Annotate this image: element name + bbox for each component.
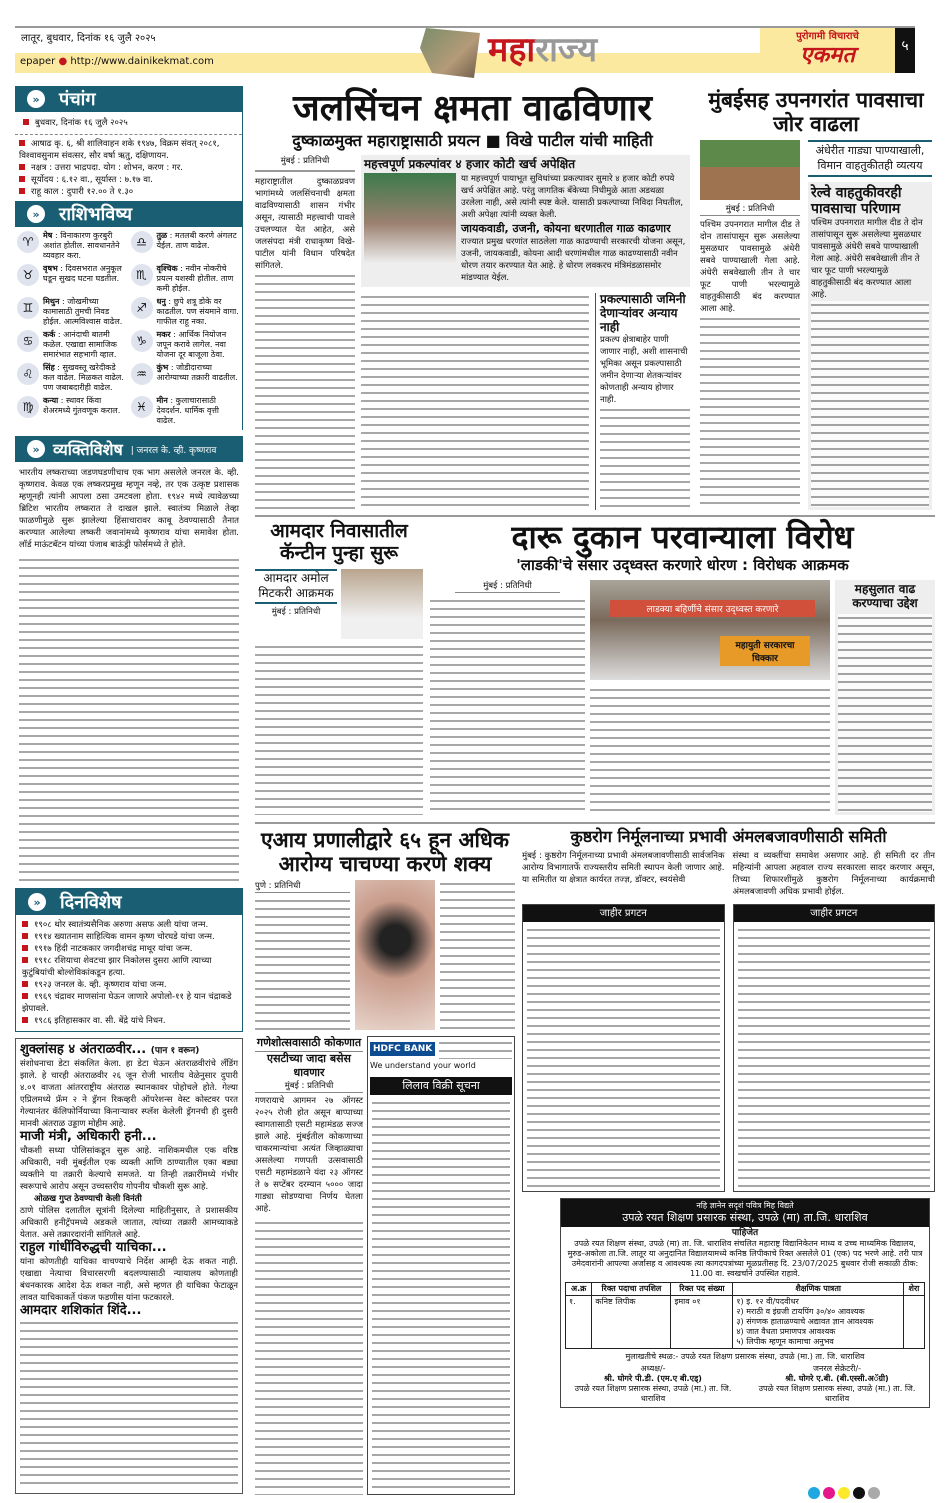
continued-p2: चौकशी सध्या पोलिसांकडून सुरू आहे. नाशिकमधील एक वरिष्ठ अधिकारी, नवी मुंबईतील एक व्यक्ती आणि ठाण्यातील एका बड्या व्यक्तीने या तक्रारी केल्याचे समजते. या तिन्ही तक्रारींमध्ये गंभीर स्वरूपाचे आरोप असून उच्चस्तरीय गोपनीय चौकशी सुरू आहे. (20, 1145, 238, 1192)
text-filler (430, 597, 585, 815)
placard-text: महायुती सरकारचा धिक्कार (720, 636, 810, 666)
lead-subhead: दुष्काळमुक्त महाराष्ट्रासाठी प्रयत्न ■ विखे पाटील यांची माहिती (292, 131, 653, 151)
liquor-box-heading: महसुलात वाढ करण्याचा उद्देश (852, 581, 918, 610)
chevron-down-icon: » (27, 90, 45, 108)
chevron-down-icon: » (27, 205, 45, 223)
dinvishesh-title: दिनविशेष (60, 892, 122, 913)
rashi-item: ♉ वृषभ : दिवसभरात अनुकूल घडून सुखद घटना घडतील. (17, 264, 127, 294)
text-filler (20, 1319, 238, 1489)
divider (255, 515, 935, 517)
sign-name: कन्या (43, 396, 59, 405)
col-header: शेरा (903, 1283, 924, 1296)
rain-box-text: पश्चिम उपनगरात मागील दीड ते दोन तासांपासून सुरू असलेल्या मुसळधार पावसामुळे अंधेरी सबवे पाण्याखाली गेला आहे. अंधेरी सबवेखाली तीन ते चार फूट पाणी भरल्यामुळे वाहतुकीसाठी बंद करण्यात आला आहे. (811, 218, 923, 301)
panchang-section (15, 86, 243, 430)
rain-col1 (700, 140, 800, 510)
dinvishesh-item (22, 991, 236, 1015)
event: थोर स्वातंत्र्यसैनिक अरुणा असफ अली यांचा जन्म. (54, 920, 209, 930)
rashi-item: ♋ कर्क : आनंदाची बातमी कळेल. एखाद्या सामाजिक समारंभात सहभागी व्हाल. (17, 330, 127, 360)
leprosy-text-2: संस्था व व्यक्तींचा समावेश असणार आहे. ही समिती दर तीन महिन्यांनी आपला अहवाल राज्य सरकारला सादर करणार असून, तिच्या शिफारशींमुळे कुष्ठरोग निर्मूलनाच्या कार्यक्रमाची अंमलबजावणी अधिक प्रभावी होईल. (732, 851, 935, 898)
text-filler (811, 301, 929, 507)
year: १९२३ (34, 980, 52, 990)
event: रशियाचा शेवटचा झार निकोलस दुसरा आणि त्याच्या कुटुंबियांची बोल्शेविकांकडून हत्या. (22, 956, 212, 978)
dateline: मुंबई : प्रतिनिधी (271, 606, 321, 617)
col-header: अ.क्र (566, 1283, 592, 1296)
dinvishesh-header (16, 889, 242, 915)
sign-name: कुंभ (156, 363, 169, 372)
sign-name: वृश्चिक (156, 264, 178, 273)
year: १९८६ (34, 1016, 52, 1026)
dinvishesh-item (22, 919, 236, 931)
side-text: प्रकल्प क्षेत्राबाहेर पाणी जाणार नाही, अशी शासनाची भूमिका असून प्रकल्पासाठी जमीन देणाऱ्या शेतकऱ्यांवर कोणताही अन्याय होणार नाही. (600, 335, 688, 406)
sign-text: मतलबी करणे अंगलट येईल. ताण वाढेल. (156, 231, 237, 250)
rashi-item: ♈ मेष : विनाकारण कुरबुरी अशांत होतील. सावधानतेने व्यवहार करा. (17, 231, 127, 261)
lead-col1 (255, 155, 355, 510)
table-row (566, 1296, 925, 1349)
vyakti-text: भारतीय लष्कराच्या जडणघडणीचाच एक भाग असलेले जनरल के. व्ही. कृष्णराव. केवळ एक लष्करप्रमुख म्हणून नव्हे, तर एक उत्कृष्ट प्रशासक म्हणूनही त्यांनी आपला ठसा उमटवला होता. १९४२ मध्ये त्यावेळच्या ब्रिटिश भारतीय लष्करात ते दाखल झाले. स्वातंत्र्य मिळाले तेव्हा फाळणीमुळे सुरू झालेल्या हिंसाचारावर काबू ठेवण्यासाठी तैनात करण्यात आलेल्या लष्करी जवानांमध्ये कृष्णराव यांचा समावेश होता. लॉर्ड माऊंटबॅटन यांच्या पंजाब बाऊंड्री फोर्समध्ये ते होते. (19, 468, 239, 550)
section-title (488, 30, 597, 70)
col-header: रिक्त पद संख्या (671, 1283, 733, 1296)
sign-name: धनु (156, 297, 166, 306)
rashi-item: ♊ मिथुन : जोखमीच्या कामासाठी तुमची निवड होईल. आत्मविश्वास वाढेल. (17, 297, 127, 327)
st-text: गणरायाचे आगमन २७ ऑगस्ट २०२५ रोजी होत असून बाप्पाच्या स्वागतासाठी एसटी महामंडळ सज्ज झाले आहे. मुंबईतील कोकणाच्या चाकरमान्यांचा अत्यंत जिव्हाळ्याचा असलेल्या गणपती उत्सवासाठी एसटी महामंडळाने यंदा २३ ऑगस्ट ते ७ सप्टेंबर दरम्यान ५००० जादा गाड्या सोडण्याचा निर्णय घेतला आहे. (255, 1096, 363, 1215)
year: १९१७ (34, 944, 52, 954)
continued-box (15, 1038, 243, 1494)
zodiac-icon: ♒ (131, 363, 153, 385)
text-filler (838, 614, 932, 812)
dinvishesh-item (22, 1015, 236, 1027)
rashi-item: ♌ सिंह : सुखवस्तू खरेदीकडे कल वाढेल. मिळकत वाढेल. पण जबाबदारीही वाढेल. (17, 363, 127, 393)
year: १९६९ (34, 992, 52, 1002)
text-filler (590, 686, 830, 815)
sign-text: नवीन नोकरीचे प्रयत्न यशस्वी होतील. ताण कमी होईल. (156, 264, 234, 293)
sign-name: मीन (156, 396, 168, 405)
dinvishesh-item (22, 931, 236, 943)
liquor-box (835, 580, 935, 815)
section-rajya: राज्य (535, 30, 598, 70)
notice-title: जाहीर प्रगटन (523, 905, 724, 922)
protest-photo (590, 580, 830, 680)
text-filler (600, 406, 690, 510)
col-header: रिक्त पदाचा तपशिल (592, 1283, 671, 1296)
rashi-item: ♑ मकर : आर्थिक नियोजन जपून करावे लागेल. नवा योजना दूर बाजूला ठेवा. (131, 330, 241, 360)
page-ref: (पान १ वरून) (150, 1046, 200, 1056)
zodiac-icon: ♍ (17, 396, 39, 418)
ai-headline: एआय प्रणालीद्वारे ६५ हून अधिक आरोग्य चाचण्या करणे शक्य (260, 828, 510, 877)
rain-box (808, 182, 932, 510)
rashi-item: ♓ मीन : कुलाचारासाठी देवदर्शन. धार्मिक वृत्ती वाढेल. (131, 396, 241, 426)
continued-p1: संशोधनाचा डेटा संकलित केला. हा डेटा घेऊन अंतराळवीरांचे लँडिंग झाले. हे चारही अंतराळवीर २६ जून रोजी भारतीय वेळेनुसार दुपारी ४.०१ वाजता आंतरराष्ट्रीय अंतराळ स्थानकावर पोहोचले होते. गेल्या एप्रिलमध्ये फ्रॅम २ ने ड्रॅगन रिकव्हरी ऑपरेशन्स वेस्ट कोस्टवर परत गेल्यानंतर कॅलिफोर्नियाच्या किनाऱ्यावर स्प्लॅश केलेली ड्रॅगनची ही दुसरी मानवी अंतराळ उड्डाण मोहीम आहे. (20, 1058, 238, 1129)
sign-name: कर्क (43, 330, 56, 339)
liquor-story (430, 519, 935, 815)
zodiac-icon: ♓ (131, 396, 153, 418)
panchang-date: बुधवार, दिनांक १६ जुलै २०२५ (15, 112, 242, 135)
canteen-story (255, 521, 423, 815)
panchang-item: सूर्योदय : ६.१२ वा., सूर्यास्त : ७.१७ वा. (19, 174, 238, 186)
text-filler (361, 293, 589, 510)
dateline: मुंबई : प्रतिनिधी (455, 580, 560, 593)
hdfc-slogan: We understand your world (370, 1061, 476, 1071)
notice-title: लिलाव विक्री सूचना (370, 1077, 512, 1095)
side-heading: प्रकल्पासाठी जमिनी देणाऱ्यांवर अन्याय नाही (600, 292, 686, 334)
text-filler (700, 315, 800, 510)
rain-headline: मुंबईसह उपनगरांत पावसाचा जोर वाढला (708, 88, 924, 137)
section-maha: महा (488, 30, 536, 70)
event: जनरल के. व्ही. कृष्णराव यांचा जन्म. (54, 980, 167, 990)
canteen-headline: आमदार निवासातील कॅन्टीन पुन्हा सुरू (270, 520, 408, 564)
panchang-item: आषाढ कृ. ६, श्री शालिवाहन शके १९४७, विक्रम संवत् २०८१, विश्वावसुनाम संवत्सर, सौर वर्षा ऋतु, दक्षिणायन. (19, 138, 238, 162)
zodiac-icon: ♋ (17, 330, 39, 352)
divider (255, 822, 935, 824)
sign-text: आर्थिक नियोजन जपून करावे लागेल. नवा योजना दूर बाजूला ठेवा. (156, 330, 227, 359)
continued-p3: यांना कोणतीही याचिका वाचण्याचे निर्देश आम्ही देऊ शकत नाही. एखाद्या नेत्याचा विचारसरणी बदलण्यासाठी न्यायालय कोणताही बंधनकारक आदेश देऊ शकत नाही, असे म्हणत ही याचिका फेटाळून लावत याचिकाकर्ते पंकज फडणीस यांना फटकारले. (20, 1256, 238, 1303)
dateline: मुंबई : प्रतिनिधी (255, 1080, 363, 1093)
event: ख्यातनाम साहित्यिक वामन कृष्ण चोरघडे यांचा जन्म. (54, 932, 215, 942)
subhead-2: विखे पाटील यांची माहिती (506, 131, 653, 151)
zodiac-icon: ♐ (131, 297, 153, 319)
box-heading-2: जायकवाडी, उजनी, कोयना धरणातील गाळ काढणार (461, 222, 671, 236)
sign-text: जोडीदाराच्या आरोग्याच्या तक्रारी वाढतील. (156, 363, 238, 382)
public-notice-2 (733, 904, 936, 1192)
dinvishesh-list (16, 915, 242, 1031)
lead-col2 (361, 155, 690, 510)
color-registration-marks (808, 1484, 883, 1503)
box-heading-1: महत्त्वपूर्ण प्रकल्पांवर ४ हजार कोटी खर्च अपेक्षित (364, 156, 576, 171)
zodiac-icon: ♑ (131, 330, 153, 352)
zodiac-icon: ♊ (17, 297, 39, 319)
text-filler (738, 926, 931, 1187)
left-sidebar (15, 86, 243, 1494)
year: १९१८ (34, 956, 52, 966)
st-kicker: गणेशोत्सवासाठी कोकणात (255, 1036, 363, 1051)
globe-icon: ● (58, 56, 68, 67)
sign-text: जोखमीच्या कामासाठी तुमची निवड होईल. आत्मविश्वास वाढेल. (43, 297, 123, 326)
box-text-2: राज्यात प्रमुख धरणांत साठलेला गाळ काढण्याची सरकारची योजना असून, उजनी, जायकवाडी, कोयना आदी धरणांमधील गाळ काढण्यासाठी नवीन धोरण तयार करण्यात येत आहे. हे धोरण लवकरच मंत्रिमंडळासमोर मांडण्यात येईल. (461, 237, 686, 284)
rain-box-heading: रेल्वे वाहतुकीवरही पावसाचा परिणाम (811, 184, 902, 217)
sign-name: मिथुन (43, 297, 60, 306)
lead-headline: जलसिंचन क्षमता वाढविणार (293, 88, 652, 129)
sign-text: विनाकारण कुरबुरी अशांत होतील. सावधानतेने व्यवहार करा. (43, 231, 120, 260)
year: १९१४ (34, 932, 52, 942)
vyakti-title: व्यक्तिविशेष (53, 440, 123, 459)
chevron-down-icon: » (28, 893, 46, 911)
cell-remark (903, 1296, 924, 1349)
sign-text: छुपे शत्रू डोके वर काढतील. पण संयमाने वागा. गाफील राहू नका. (156, 297, 239, 326)
lead-body (255, 155, 690, 510)
h1-text: शुक्लांसह ४ अंतराळवीर... (20, 1042, 147, 1057)
tagline: पुरोगामी विचाराचे (796, 31, 859, 42)
zodiac-icon: ♏ (131, 264, 153, 286)
epaper-label: epaper (20, 56, 56, 67)
wanted-label: पाहिजेत (731, 1228, 759, 1238)
rain-text: पश्चिम उपनगरात मागील दीड ते दोन तासांपासून सुरू असलेल्या मुसळधार पावसामुळे अंधेरी सबवे पाण्याखाली गेला आहे. अंधेरी सबवेखाली तीन ते चार फूट पाणी भरल्यामुळे वाहतुकीसाठी बंद करण्यात आला आहे. (700, 220, 800, 315)
continued-h4: आमदार शशिकांत शिंदे... (20, 1302, 142, 1318)
canteen-deck: आमदार अमोल मिटकरी आक्रमक (255, 569, 337, 604)
rashi-item: ♒ कुंभ : जोडीदाराच्या आरोग्याच्या तक्रारी वाढतील. (131, 363, 241, 393)
continued-p2b: ठाणे पोलिस दलातील सूत्रांनी दिलेल्या माहितीनुसार, ते प्रशासकीय अधिकारी हनीट्रॅपमध्ये अडकले जातात, त्यांच्या तक्रारी आमच्याकडे येतात. असे तक्रारदारांनी सांगितले आहे. (20, 1205, 238, 1240)
mosquito-photo (355, 880, 435, 1030)
vacancy-table (565, 1282, 925, 1349)
leprosy-headline: कुष्ठरोग निर्मूलनाच्या प्रभावी अंमलबजावणीसाठी समिती (570, 827, 887, 846)
job-advertisement (560, 1198, 930, 1408)
url: http://www.dainikekmat.com (70, 56, 214, 67)
st-story (255, 1036, 363, 1495)
sign-name: सिंह (43, 363, 55, 372)
rashi-item: ♏ वृश्चिक : नवीन नोकरीचे प्रयत्न यशस्वी होतील. ताण कमी होईल. (131, 264, 241, 294)
lead-infobox (361, 155, 690, 287)
dateline: मुंबई : प्रतिनिधी (700, 203, 800, 216)
hdfc-logo: HDFC BANK (370, 1042, 435, 1056)
vyakti-subject: जनरल के. व्ही. कृष्णराव (136, 445, 217, 456)
rain-deck: अंधेरीत गाड्या पाण्याखाली, विमान वाहतुकीतही व्यत्यय (808, 140, 932, 177)
panchang-title: पंचांग (59, 89, 96, 110)
cell-quals: १) इ. १२ वी/पदवीधर २) मराठी व इंग्रजी टायपिंग ३०/४० आवश्यक ३) संगणक हाताळण्याचे अद्यावत ज्ञान आवश्यक ४) जात वैधता प्रमाणपत्र आवश्यक ५) लिपीक म्हणून कामाचा अनुभव (733, 1296, 904, 1349)
sign-text: दिवसभरात अनुकूल घडून सुखद घटना घडतील. (43, 264, 122, 283)
vyakti-section (15, 436, 243, 882)
sign-name: तुळ (156, 231, 168, 240)
cell-count: इमाव ०१ (671, 1296, 733, 1349)
event: इतिहासकार वा. सी. बेंद्रे यांचे निधन. (54, 1016, 166, 1026)
year: १९०८ (34, 920, 52, 930)
bottom-left-block (255, 828, 515, 1495)
sign-name: वृषभ (43, 264, 58, 273)
zodiac-icon: ♌ (17, 363, 39, 385)
continued-h3: राहुल गांधींविरुद्धची याचिका... (20, 1239, 167, 1255)
sign-text: स्थावर किंवा शेअरमध्ये गुंतवणूक कराल. (43, 396, 121, 415)
vyakti-header: » व्यक्तिविशेष | जनरल के. व्ही. कृष्णराव (15, 436, 243, 462)
continued-h1 (20, 1043, 238, 1058)
lead-lower (361, 293, 690, 510)
box-text-1: या महत्त्वपूर्ण पायाभूत सुविधांच्या प्रकल्पावर सुमारे ४ हजार कोटी रुपये खर्च अपेक्षित आहे. परंतु जागतिक बँकेच्या निधीमुळे आता अडथळा उरलेला नाही, असे त्यांनी स्पष्ट केले. यासाठी प्रकल्पाच्या निविदा निघतील, अशी अपेक्षा त्यांनी व्यक्त केली. (461, 174, 684, 221)
minister-photo (364, 173, 456, 273)
rain-col2 (808, 140, 932, 510)
ai-body (255, 880, 515, 1030)
banner-text: लाडक्या बहिणींचे संसार उद्ध्वस्त करणारे (610, 600, 815, 617)
text-filler (255, 643, 423, 815)
public-notice-1 (522, 904, 725, 1192)
motto: नहि ज्ञानेन सदृशं पवित्र मिह विद्यते (696, 1201, 794, 1210)
lead-sidebar (595, 293, 690, 510)
dinvishesh-item (22, 943, 236, 955)
rashi-title: राशिभविष्य (59, 204, 133, 225)
signatories: अध्यक्ष/- श्री. घोगरे पी.डी. (एम.ए बी.एड्) उपळे रयत शिक्षण प्रसारक संस्था, उपळे (मा.) ता. जि. धाराशिव जनरल सेक्रेटरी/- श्री. घोगरे ए.बी. (बी.एस्सी.अॅग्री) उपळे रयत शिक्षण प्रसारक संस्था, उपळे (मा.) ता. जि. धाराशिव (574, 1364, 916, 1403)
zodiac-icon: ♉ (17, 264, 39, 286)
leprosy-text-1: मुंबई : कुष्ठरोग निर्मूलनाच्या प्रभावी अंमलबजावणीसाठी सार्वजनिक आरोग्य विभागातर्फे राज्यस्तरीय समिती स्थापन केली जाणार आहे. या समितीत या क्षेत्रात कार्यरत तज्ज्ञ, डॉक्टर, स्वयंसेवी (522, 851, 725, 886)
dinvishesh-item (22, 979, 236, 991)
text-filler (527, 926, 720, 1187)
notice-title: जाहीर प्रगटन (734, 905, 935, 922)
panchang-header (15, 86, 242, 112)
rain-story (700, 88, 932, 510)
panchang-item: नक्षत्र : उत्तरा भाद्रपदा. योग : शोभन, करण : गर. (19, 162, 238, 174)
brand-name: एकमत (800, 43, 855, 68)
text-filler (19, 556, 239, 882)
lead-story (255, 88, 690, 510)
text-filler (255, 1219, 363, 1495)
panchang-item: राहू काल : दुपारी १२.०० ते १.३० (19, 186, 238, 198)
continued-h2b: ओळख गुप्त ठेवण्याची केली विनंती (34, 1193, 142, 1204)
sign-text: सुखवस्तू खरेदीकडे कल वाढेल. मिळकत वाढेल. पण जबाबदारीही वाढेल. (43, 363, 124, 392)
subhead-1: दुष्काळमुक्त महाराष्ट्रासाठी प्रयत्न (292, 131, 481, 151)
org-name: उपळे रयत शिक्षण प्रसारक संस्था, उपळे (मा) ता.जि. धाराशिव (622, 1211, 868, 1224)
dinvishesh-section (15, 888, 243, 1032)
epaper-link[interactable] (20, 56, 214, 67)
event: हिंदी नाटककार जगदीशचंद्र माथूर यांचा जन्म. (54, 944, 193, 954)
interview-venue: मुलाखतीचे स्थळ:- उपळे रयत शिक्षण प्रसारक संस्था, उपळे (मा.) ता. जि. धाराशिव (625, 1352, 865, 1361)
canteen-photo (341, 569, 423, 639)
sign-text: आनंदाची बातमी कळेल. एखाद्या सामाजिक समारंभात सहभागी व्हाल. (43, 330, 117, 359)
dateline: मुंबई : प्रतिनिधी (255, 155, 355, 172)
text-filler (439, 1039, 512, 1059)
event: चंद्रावर माणसांना घेऊन जाणारे अपोलो-११ हे यान चंद्राकडे झेपावले. (22, 992, 232, 1014)
text-filler (440, 880, 515, 1030)
page-number: ५ (895, 28, 915, 73)
rashi-grid (15, 227, 242, 430)
flood-photo (700, 140, 800, 200)
liquor-headline: दारू दुकान परवान्याला विरोध (511, 518, 854, 556)
dinvishesh-item (22, 955, 236, 979)
zodiac-icon: ♈ (17, 231, 39, 253)
sign-name: मकर (156, 330, 171, 339)
cell-post: कनिष्ट लिपीक (592, 1296, 671, 1349)
text-filler (255, 897, 350, 1030)
panchang-list (15, 135, 242, 201)
text-filler (372, 1099, 510, 1490)
sign-name: मेष (43, 231, 53, 240)
continued-h2: माजी मंत्री, अधिकारी हनी... (20, 1128, 157, 1144)
dateline: पुणे : प्रतिनिधी (255, 880, 350, 893)
ad-body: उपळे रयत शिक्षण संस्था, उपळे (मा) ता. जि. धाराशिव संचलित महाराष्ट्र विद्यानिकेतन माध्य व उच्च माध्यमिक विद्यालय, मुरुड-अकोला ता.जि. लातूर या अनुदानित विद्यालयामध्ये कनिष्ठ लिपीकाचे रिक्त असलेले 01 (एक) पद भरणे आहे. तरी पात्र उमेदवारांनी आपल्या अर्जासह व आवश्यक त्या कागदपत्रांच्या मूळप्रतीसह दि. 23/07/2025 बुधवार रोजी सकाळी ठीक: 11.00 वा. स्वखर्चाने उपस्थित राहावे. (567, 1239, 923, 1278)
brand-logo (760, 28, 895, 73)
st-headline: एसटीच्या जादा बसेस धावणार (266, 1051, 351, 1079)
ad-header (561, 1199, 929, 1227)
rashi-item: ♎ तुळ : मतलबी करणे अंगलट येईल. ताण वाढेल. (131, 231, 241, 261)
hdfc-auction-notice (367, 1036, 515, 1495)
dateline: लातूर, बुधवार, दिनांक १६ जुलै २०२५ (21, 33, 156, 44)
text-filler (255, 272, 355, 510)
rashi-header (15, 201, 242, 227)
leprosy-story (522, 828, 935, 1192)
col-header: शैक्षणिक पात्रता (733, 1283, 904, 1296)
zodiac-icon: ♎ (131, 231, 153, 253)
sign-text: कुलाचारासाठी देवदर्शन. धार्मिक वृत्ती वाढेल. (156, 396, 219, 425)
rashi-item: ♐ धनु : छुपे शत्रू डोके वर काढतील. पण संयमाने वागा. गाफील राहू नका. (131, 297, 241, 327)
cell-no: १. (566, 1296, 592, 1349)
rashi-item: ♍ कन्या : स्थावर किंवा शेअरमध्ये गुंतवणूक कराल. (17, 396, 127, 426)
chevron-down-icon: » (27, 440, 45, 458)
lead-intro: महाराष्ट्रातील दुष्काळप्रवण भागांमध्ये जलसिंचनाची क्षमता वाढविण्यासाठी शासन गंभीर असून, त्यासाठी महत्त्वाची पावले उचलण्यात येत आहेत, असे जलसंपदा मंत्री राधाकृष्ण विखे-पाटील यांनी विधान परिषदेत सांगितले. (255, 176, 355, 271)
liquor-subhead: 'लाडकी'चे संसार उद्ध्वस्त करणारे धोरण : विरोधक आक्रमक (516, 555, 849, 574)
